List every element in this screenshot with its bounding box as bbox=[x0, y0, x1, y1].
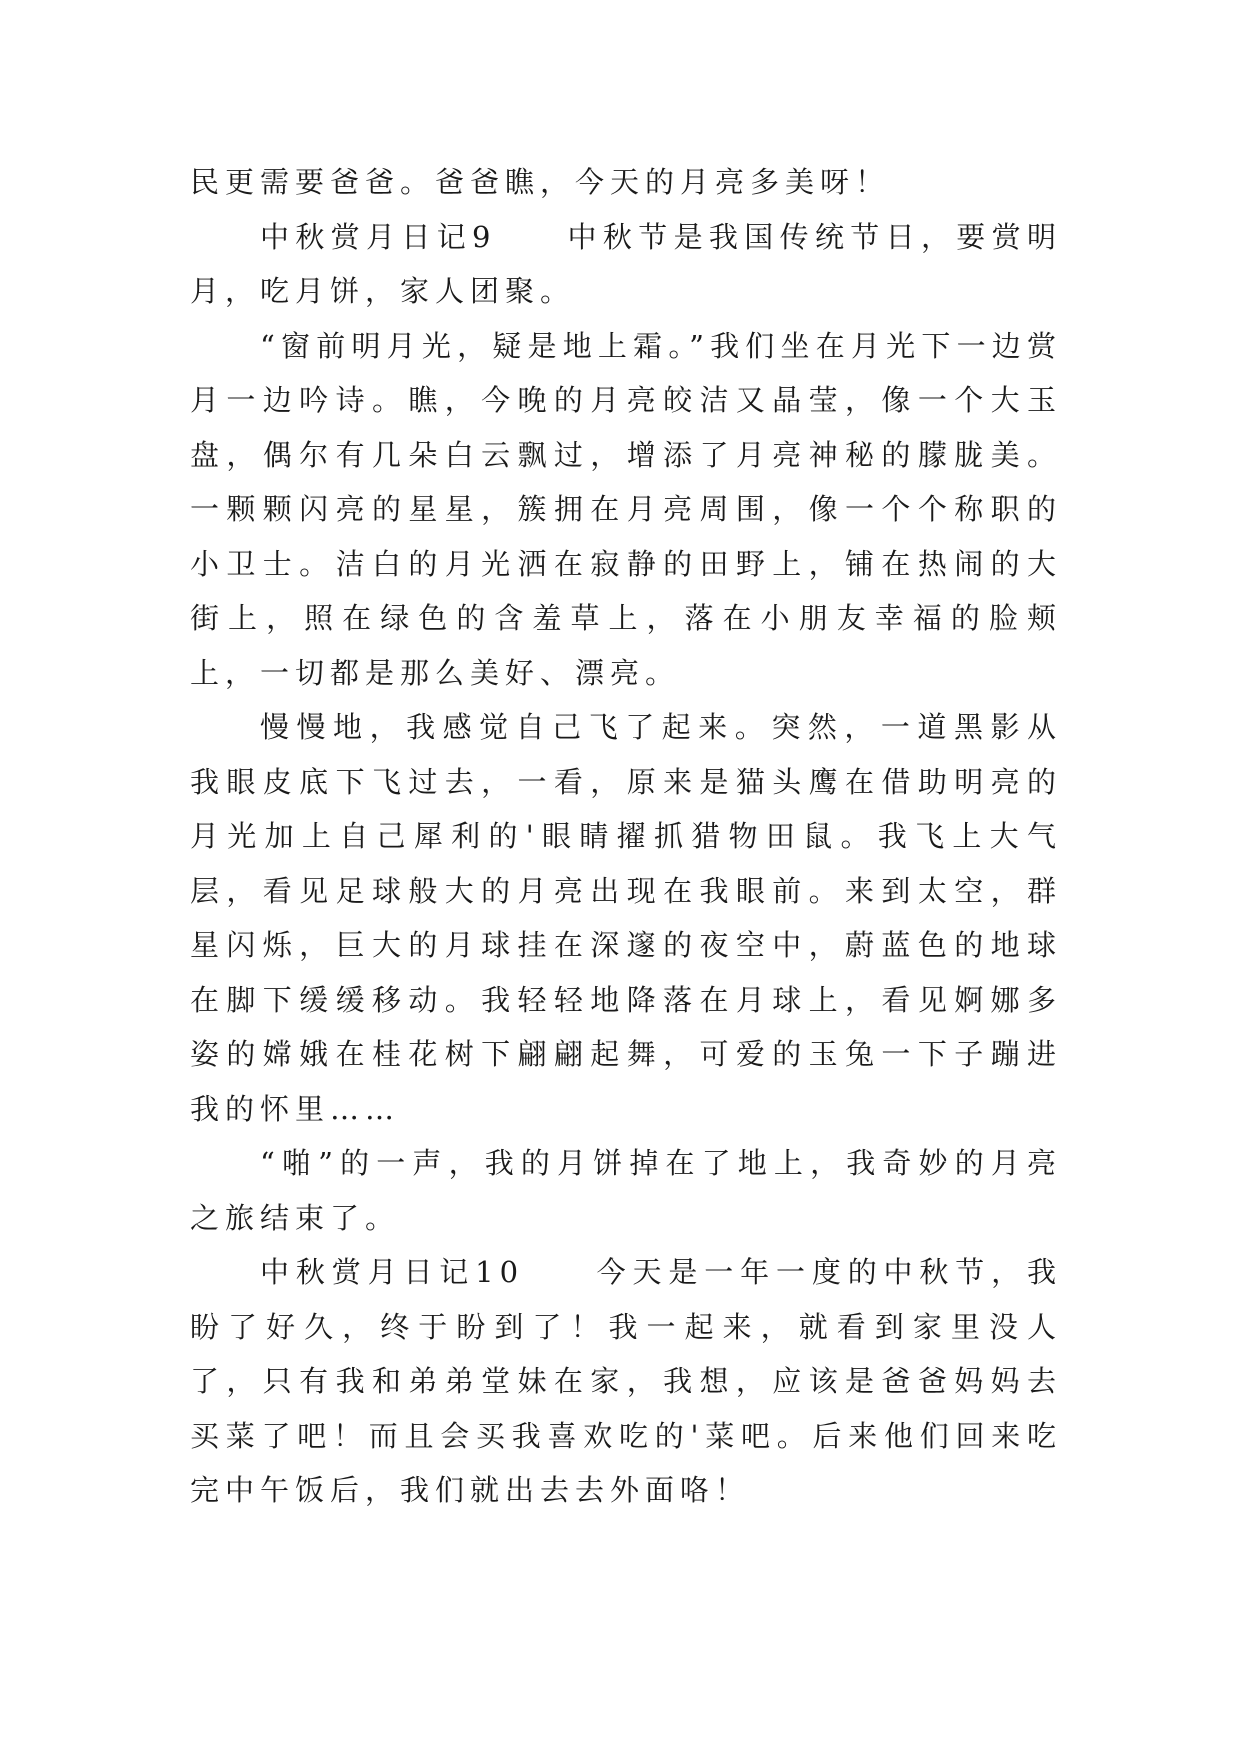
document-body bbox=[190, 155, 1062, 1518]
paragraph-4: 慢慢地，我感觉自己飞了起来。突然，一道黑影从我眼皮底下飞过去，一看，原来是猫头鹰在借助明亮的月光加上自己犀利的'眼睛擢抓猎物田鼠。我飞上大气层，看见足球般大的月亮出现在我眼前。来到太空，群星闪烁，巨大的月球挂在深邃的夜空中，蔚蓝色的地球在脚下缓缓移动。我轻轻地降落在月球上，看见婀娜多姿的嫦娥在桂花树下翩翩起舞，可爱的玉兔一下子蹦进我的怀里…… bbox=[190, 710, 1062, 1126]
paragraph-3: “窗前明月光，疑是地上霜。”我们坐在月光下一边赏月一边吟诗。瞧，今晚的月亮皎洁又晶莹，像一个大玉盘，偶尔有几朵白云飘过，增添了月亮神秘的朦胧美。一颗颗闪亮的星星，簇拥在月亮周围，像一个个称职的小卫士。洁白的月光洒在寂静的田野上，铺在热闹的大街上，照在绿色的含羞草上，落在小朋友幸福的脸颊上，一切都是那么美好、漂亮。 bbox=[190, 328, 1062, 690]
paragraph-5: “啪”的一声，我的月饼掉在了地上，我奇妙的月亮之旅结束了。 bbox=[190, 1146, 1062, 1235]
paragraph-2: 中秋赏月日记9 中秋节是我国传统节日，要赏明月，吃月饼，家人团聚。 bbox=[190, 219, 1062, 308]
paragraph-6: 中秋赏月日记10 今天是一年一度的中秋节，我盼了好久，终于盼到了！我一起来，就看到家里没人了，只有我和弟弟堂妹在家，我想，应该是爸爸妈妈去买菜了吧！而且会买我喜欢吃的'菜吧。后来他们回来吃完中午饭后，我们就出去去外面咯！ bbox=[190, 1255, 1062, 1507]
paragraph-1: 民更需要爸爸。爸爸瞧，今天的月亮多美呀！ bbox=[190, 165, 891, 199]
